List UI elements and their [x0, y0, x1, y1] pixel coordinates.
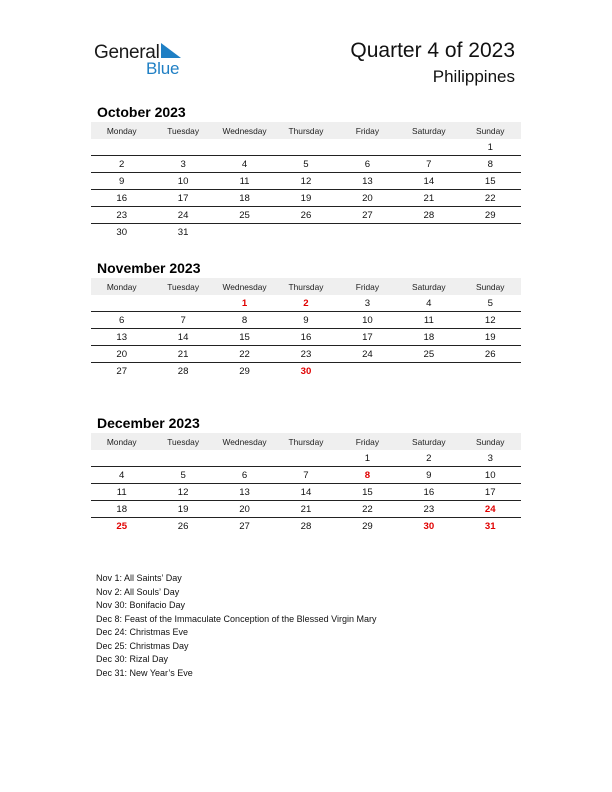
weekday-label: Monday: [106, 125, 137, 136]
day-cell: 28: [300, 521, 312, 532]
day-cell: 5: [303, 158, 309, 170]
day-cell: 28: [177, 366, 189, 377]
weekday-label: Friday: [355, 281, 380, 292]
holiday-note: Dec 24: Christmas Eve: [96, 627, 189, 637]
holiday-notes: [96, 572, 396, 680]
day-cell: 2: [119, 158, 125, 170]
day-cell: 19: [484, 331, 496, 343]
day-cell: 30: [116, 227, 128, 238]
day-cell: 22: [484, 192, 496, 204]
day-cell: 24: [177, 209, 189, 221]
calendar-grid: [91, 278, 521, 380]
day-cell: 30: [300, 366, 312, 377]
calendar-grid: [91, 433, 521, 535]
weekday-label: Tuesday: [167, 436, 200, 447]
weekday-header-row: [91, 433, 521, 450]
week-row: [91, 329, 521, 346]
day-cell: 12: [177, 486, 189, 498]
month-title: December 2023: [97, 415, 200, 431]
holiday-note: Dec 25: Christmas Day: [96, 640, 189, 651]
week-row: [91, 139, 521, 156]
day-cell: 31: [484, 521, 496, 532]
day-cell: 21: [177, 348, 189, 360]
day-cell: 19: [300, 192, 312, 204]
day-cell: 11: [116, 486, 127, 498]
day-cell: 8: [364, 469, 371, 481]
day-cell: 12: [300, 175, 312, 187]
weekday-header-row: [91, 122, 521, 139]
day-cell: 16: [423, 486, 435, 498]
weekday-label: Thursday: [288, 281, 324, 292]
day-cell: 11: [239, 175, 250, 187]
brand-word-blue: Blue: [146, 59, 180, 78]
month-november: [91, 258, 521, 380]
day-cell: 1: [487, 141, 493, 153]
day-cell: 25: [423, 348, 435, 360]
day-cell: 26: [177, 521, 189, 532]
weekday-label: Thursday: [288, 436, 324, 447]
week-row: [91, 484, 521, 501]
day-cell: 19: [177, 503, 189, 515]
day-cell: 9: [119, 175, 125, 187]
brand-triangle-icon: [159, 43, 181, 60]
week-row: [91, 518, 521, 535]
day-cell: 24: [362, 348, 373, 360]
day-cell: 10: [484, 469, 496, 481]
day-cell: 29: [239, 366, 250, 377]
week-row: [91, 207, 521, 224]
week-row: [91, 467, 521, 484]
month-october: [91, 102, 521, 241]
day-cell: 6: [364, 158, 371, 170]
holiday-note: Nov 2: All Souls’ Day: [96, 586, 180, 597]
day-cell: 2: [303, 297, 309, 309]
day-cell: 21: [300, 503, 312, 515]
day-cell: 5: [487, 297, 493, 309]
weekday-label: Tuesday: [167, 281, 200, 292]
day-cell: 27: [116, 366, 128, 377]
weekday-label: Sunday: [476, 125, 505, 136]
day-cell: 6: [241, 469, 248, 481]
country-name: Philippines: [432, 67, 515, 86]
month-title: October 2023: [97, 104, 186, 120]
month-title: November 2023: [97, 260, 201, 276]
day-cell: 15: [239, 331, 250, 343]
day-cell: 29: [484, 209, 496, 221]
day-cell: 18: [239, 192, 250, 204]
week-row: [91, 312, 521, 329]
weekday-label: Monday: [106, 281, 137, 292]
day-cell: 21: [423, 192, 435, 204]
day-cell: 18: [423, 331, 435, 343]
weekday-label: Saturday: [412, 436, 446, 447]
weekday-label: Sunday: [476, 436, 505, 447]
day-cell: 17: [177, 192, 189, 204]
week-row: [91, 156, 521, 173]
day-cell: 13: [239, 486, 250, 498]
day-cell: 1: [241, 297, 248, 309]
day-cell: 10: [362, 314, 373, 326]
holiday-note: Dec 8: Feast of the Immaculate Conception of the Blessed Virgin Mary: [96, 613, 377, 624]
day-cell: 7: [426, 158, 432, 170]
day-cell: 11: [423, 314, 434, 326]
brand-word-general: General: [94, 42, 160, 63]
day-cell: 15: [362, 486, 373, 498]
day-cell: 16: [300, 331, 312, 343]
day-cell: 7: [303, 469, 309, 481]
day-cell: 14: [423, 175, 435, 187]
day-cell: 31: [177, 227, 189, 238]
day-cell: 20: [362, 192, 373, 204]
day-cell: 27: [362, 209, 373, 221]
day-cell: 25: [239, 209, 250, 221]
day-cell: 24: [484, 503, 496, 515]
weekday-label: Wednesday: [222, 436, 267, 447]
weekday-label: Sunday: [476, 281, 505, 292]
day-cell: 23: [300, 348, 312, 360]
day-cell: 18: [116, 503, 128, 515]
day-cell: 26: [300, 209, 312, 221]
day-cell: 26: [484, 348, 496, 360]
weekday-header-row: [91, 278, 521, 295]
day-cell: 13: [116, 331, 128, 343]
day-cell: 22: [362, 503, 373, 515]
weekday-label: Wednesday: [222, 125, 267, 136]
day-cell: 12: [484, 314, 496, 326]
weekday-label: Wednesday: [222, 281, 267, 292]
day-cell: 3: [364, 297, 371, 309]
day-cell: 3: [180, 158, 186, 170]
month-december: [91, 413, 521, 535]
day-cell: 4: [119, 469, 125, 481]
day-cell: 14: [300, 486, 312, 498]
day-cell: 6: [119, 314, 125, 326]
day-cell: 4: [241, 158, 248, 170]
day-cell: 15: [484, 175, 496, 187]
brand-logo: [94, 40, 194, 80]
day-cell: 30: [423, 521, 435, 532]
day-cell: 25: [116, 521, 128, 532]
day-cell: 16: [116, 192, 128, 204]
day-cell: 23: [116, 209, 128, 221]
holiday-note: Dec 30: Rizal Day: [96, 654, 169, 664]
day-cell: 23: [423, 503, 435, 515]
day-cell: 17: [362, 331, 373, 343]
holiday-note: Dec 31: New Year’s Eve: [96, 667, 193, 678]
weekday-label: Thursday: [288, 125, 324, 136]
page-title: Quarter 4 of 2023: [350, 39, 515, 62]
week-row: [91, 450, 521, 467]
day-cell: 20: [116, 348, 128, 360]
week-row: [91, 224, 521, 241]
weekday-label: Friday: [355, 436, 380, 447]
day-cell: 20: [239, 503, 250, 515]
day-cell: 9: [426, 469, 432, 481]
day-cell: 9: [303, 314, 309, 326]
weekday-label: Saturday: [412, 125, 446, 136]
weekday-label: Friday: [355, 125, 380, 136]
calendar-grid: [91, 122, 521, 241]
week-row: [91, 501, 521, 518]
day-cell: 29: [362, 521, 373, 532]
day-cell: 3: [487, 452, 493, 464]
week-row: [91, 295, 521, 312]
week-row: [91, 363, 521, 380]
day-cell: 5: [180, 469, 186, 481]
day-cell: 14: [177, 331, 189, 343]
weekday-label: Tuesday: [167, 125, 200, 136]
weekday-label: Saturday: [412, 281, 446, 292]
week-row: [91, 346, 521, 363]
day-cell: 28: [423, 209, 435, 221]
day-cell: 7: [180, 314, 186, 326]
day-cell: 2: [426, 452, 432, 464]
day-cell: 27: [239, 521, 250, 532]
day-cell: 17: [484, 486, 496, 498]
holiday-note: Nov 30: Bonifacio Day: [96, 600, 186, 610]
week-row: [91, 190, 521, 207]
day-cell: 10: [177, 175, 189, 187]
day-cell: 22: [239, 348, 250, 360]
day-cell: 1: [364, 452, 371, 464]
day-cell: 8: [487, 158, 493, 170]
holiday-note: Nov 1: All Saints’ Day: [96, 573, 182, 583]
day-cell: 13: [362, 175, 373, 187]
day-cell: 4: [426, 297, 432, 309]
weekday-label: Monday: [106, 436, 137, 447]
week-row: [91, 173, 521, 190]
day-cell: 8: [241, 314, 248, 326]
